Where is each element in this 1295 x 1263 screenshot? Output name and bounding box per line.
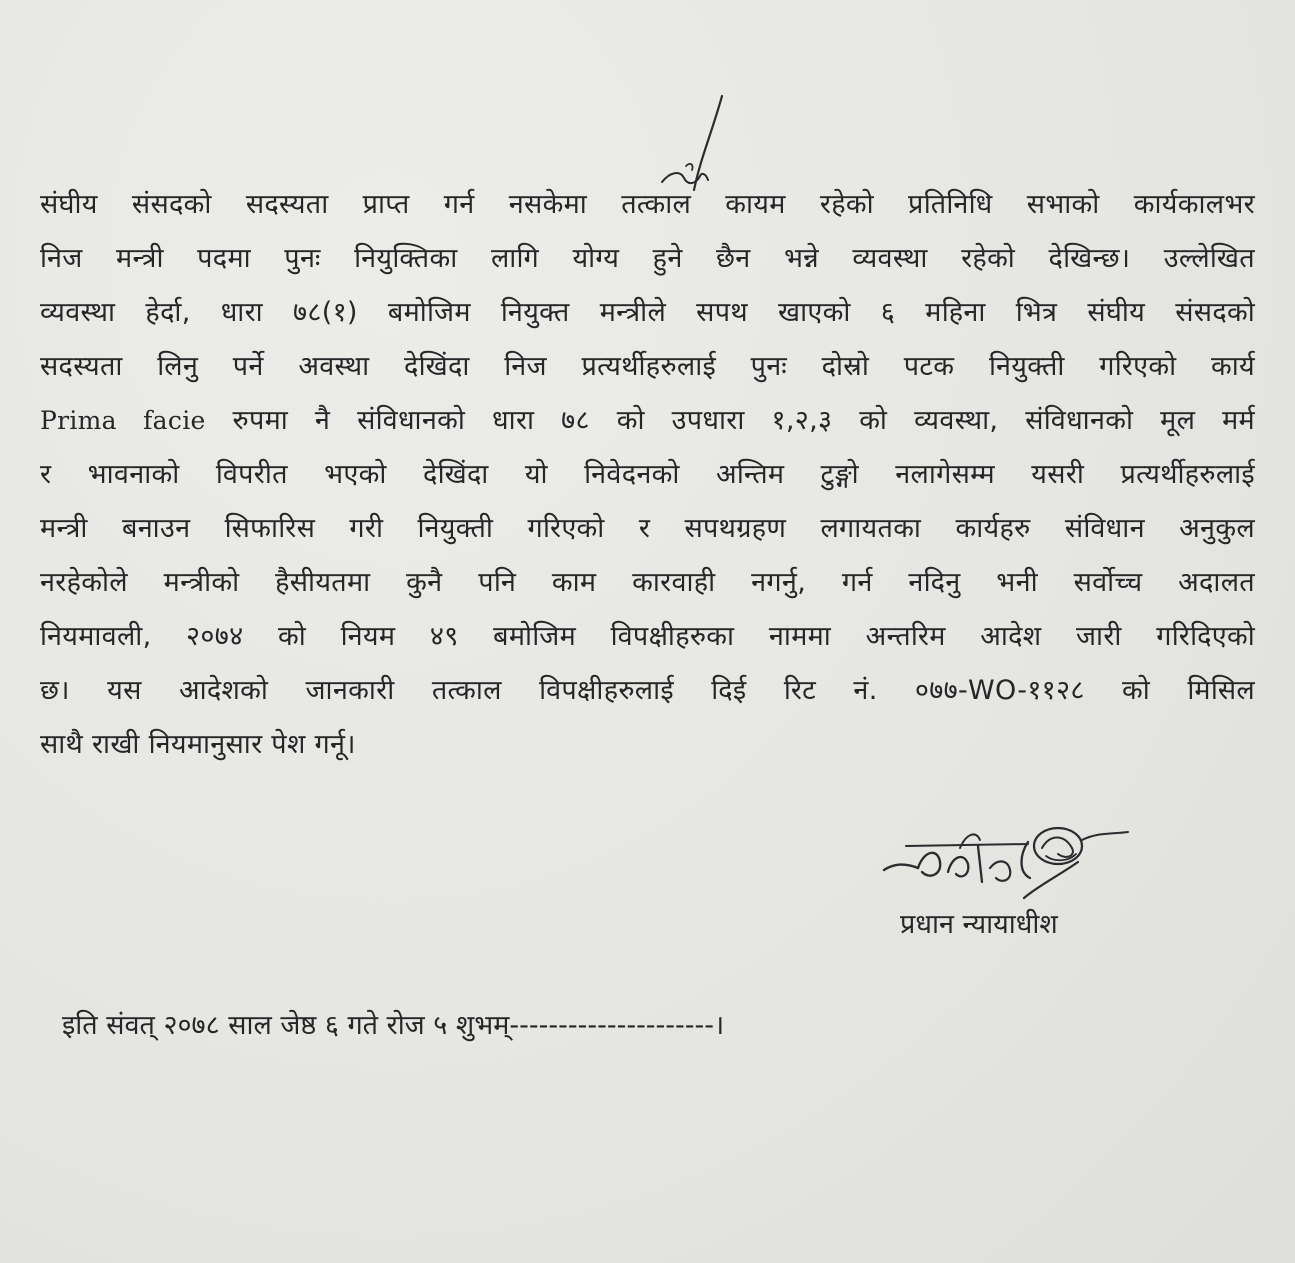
body-line-6: र भावनाको विपरीत भएको देखिंदा यो निवेदनको अन्तिम टुङ्गो नलागेसम्म यसरी प्रत्यर्थीहरुलाई (40, 459, 1255, 490)
body-line-11: साथै राखी नियमानुसार पेश गर्नू। (40, 729, 356, 760)
body-line-7: मन्त्री बनाउन सिफारिस गरी नियुक्ती गरिएको र सपथग्रहण लगायतका कार्यहरु संविधान अनुकुल (40, 513, 1255, 544)
body-line-5 (40, 394, 1255, 448)
body-line-10: छ। यस आदेशको जानकारी तत्काल विपक्षीहरुलाई दिई रिट नं. ०७७-WO-११२८ को मिसिल (40, 675, 1255, 706)
body-line-4: सदस्यता लिनु पर्ने अवस्था देखिंदा निज प्रत्यर्थीहरुलाई पुनः दोस्रो पटक नियुक्ती गरिएको कार्य (40, 351, 1255, 382)
body-line-8: नरहेकोले मन्त्रीको हैसीयतमा कुनै पनि काम कारवाही नगर्नु, गर्न नदिनु भनी सर्वोच्च अदालत (40, 567, 1255, 598)
chief-justice-signature (878, 812, 1148, 902)
body-line-5-text: रुपमा नै संविधानको धारा ७८ को उपधारा १,२,३ को व्यवस्था, संविधानको मूल मर्म (232, 405, 1256, 436)
date-line: इति संवत् २०७८ साल जेष्ठ ६ गते रोज ५ शुभम्---------------------। (62, 1010, 725, 1041)
body-line-3: व्यवस्था हेर्दा, धारा ७८(१) बमोजिम नियुक्त मन्त्रीले सपथ खाएको ६ महिना भित्र संघीय संसदको (40, 297, 1255, 328)
signatory-title: प्रधान न्यायाधीश (900, 909, 1058, 940)
body-line-9: नियमावली, २०७४ को नियम ४९ बमोजिम विपक्षीहरुका नाममा अन्तरिम आदेश जारी गरिदिएको (40, 621, 1255, 652)
prima-facie-phrase: Prima facie (40, 406, 206, 435)
body-line-1: संघीय संसदको सदस्यता प्राप्त गर्न नसकेमा तत्काल कायम रहेको प्रतिनिधि सभाको कार्यकालभर (40, 189, 1255, 220)
body-line-2: निज मन्त्री पदमा पुनः नियुक्तिका लागि योग्य हुने छैन भन्ने व्यवस्था रहेको देखिन्छ। उल्लेखित (40, 243, 1255, 274)
order-body-text (40, 178, 1255, 772)
